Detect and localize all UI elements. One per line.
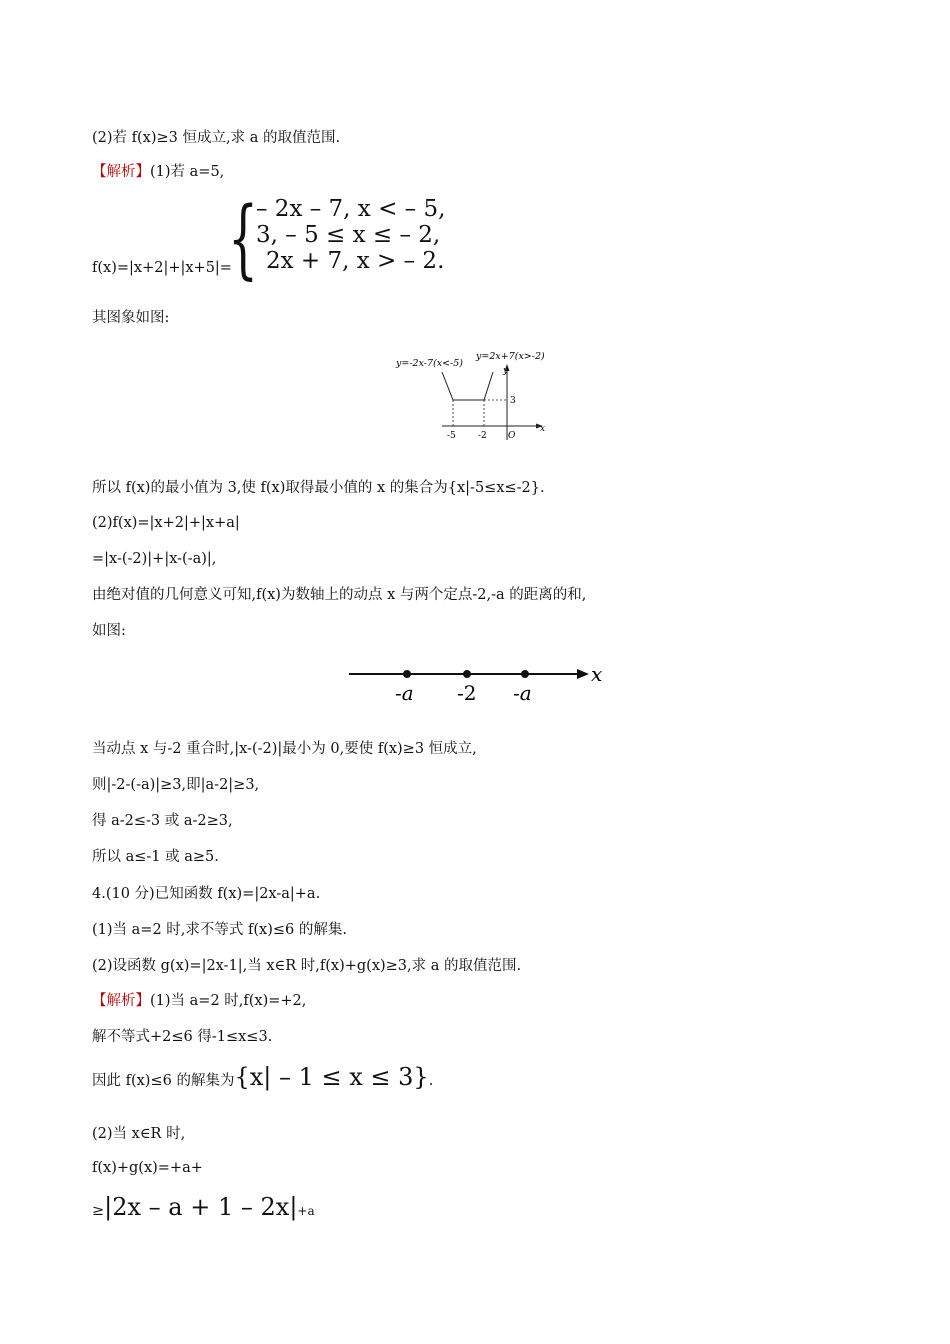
inequality-line	[92, 1192, 315, 1226]
point-middle	[463, 670, 471, 678]
graph-curve	[442, 372, 493, 400]
x-axis-label: x	[540, 424, 546, 434]
solution-text: (1)若 a=5,	[150, 164, 225, 180]
solution-line: 由绝对值的几何意义可知,f(x)为数轴上的动点 x 与两个定点-2,-a 的距离的和,	[92, 587, 587, 603]
piecewise-case-2: 3, – 5 ≤ x ≤ – 2,	[256, 222, 441, 248]
solution-set-math: {x| – 1 ≤ x ≤ 3}	[234, 1063, 429, 1091]
origin-label: O	[508, 431, 516, 441]
graph-label-right: y=2x+7(x>-2)	[476, 351, 545, 362]
question-4-part-1: (1)当 a=2 时,求不等式 f(x)≤6 的解集.	[92, 922, 347, 938]
graph-intro: 其图象如图:	[92, 310, 170, 326]
question-line: (2)若 f(x)≥3 恒成立,求 a 的取值范围.	[92, 130, 341, 146]
solution-line: 如图:	[92, 623, 126, 639]
solution-set-line	[92, 1062, 433, 1096]
geq-symbol: ≥	[92, 1203, 105, 1219]
piecewise-case-1: – 2x – 7, x < – 5,	[256, 196, 446, 222]
solution-line: f(x)+g(x)=+a+	[92, 1160, 203, 1176]
piecewise-prefix: f(x)=|x+2|+|x+5|=	[92, 260, 232, 276]
tick-3: 3	[510, 396, 516, 406]
tick-m5: -5	[447, 431, 456, 441]
solution-line: 所以 f(x)的最小值为 3,使 f(x)取得最小值的 x 的集合为{x|-5≤x≤-2}.	[92, 480, 545, 496]
point-label-middle: -2	[457, 681, 477, 705]
solution-line: (2)f(x)=|x+2|+|x+a|	[92, 515, 240, 531]
analysis-label-2: 【解析】	[92, 993, 150, 1009]
number-line-x-label: x	[591, 662, 603, 686]
analysis-label: 【解析】	[92, 164, 150, 180]
tick-m2: -2	[478, 431, 487, 441]
inequality-end: +a	[297, 1204, 315, 1218]
solution-set-end: .	[428, 1073, 434, 1089]
solution-line: 得 a-2≤-3 或 a-2≥3,	[92, 813, 233, 829]
number-line-arrow	[577, 669, 589, 679]
inequality-math: |2x – a + 1 – 2x|	[104, 1193, 298, 1221]
function-graph	[390, 342, 560, 447]
piecewise-case-3: 2x + 7, x > – 2.	[266, 248, 445, 274]
point-left	[403, 670, 411, 678]
graph-label-left: y=-2x-7(x<-5)	[396, 358, 464, 369]
y-axis-label: y	[503, 366, 509, 376]
solution-intro	[92, 162, 224, 182]
solution-line: 解不等式+2≤6 得-1≤x≤3.	[92, 1029, 273, 1045]
solution-intro-2	[92, 991, 306, 1011]
point-right	[521, 670, 529, 678]
solution-line: 所以 a≤-1 或 a≥5.	[92, 849, 219, 865]
question-4-part-2: (2)设函数 g(x)=|2x-1|,当 x∈R 时,f(x)+g(x)≥3,求 a 的取值范围.	[92, 958, 522, 974]
point-label-left: -a	[395, 681, 414, 705]
solution-line: =|x-(-2)|+|x-(-a)|,	[92, 551, 217, 567]
solution-line: 当动点 x 与-2 重合时,|x-(-2)|最小为 0,要使 f(x)≥3 恒成立,	[92, 741, 477, 757]
question-4: 4.(10 分)已知函数 f(x)=|2x-a|+a.	[92, 886, 321, 902]
piecewise-brace: {	[228, 189, 259, 289]
solution-set-prefix: 因此 f(x)≤6 的解集为	[92, 1073, 235, 1089]
point-label-right: -a	[513, 681, 532, 705]
solution-line: 则|-2-(-a)|≥3,即|a-2|≥3,	[92, 777, 260, 793]
solution-line: (2)当 x∈R 时,	[92, 1126, 186, 1142]
solution-text: (1)当 a=2 时,f(x)=+2,	[150, 993, 307, 1009]
number-line	[345, 658, 615, 708]
